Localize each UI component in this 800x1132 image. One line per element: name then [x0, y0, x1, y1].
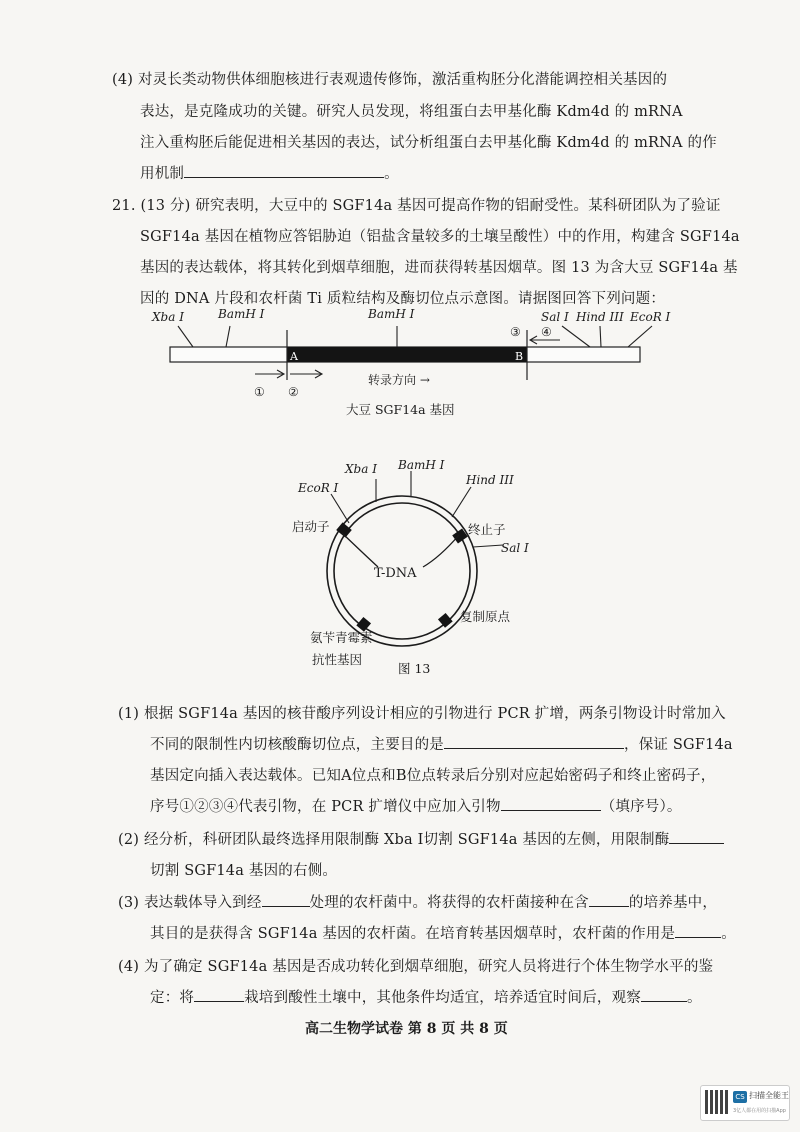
gene-site-hind: Hind III	[576, 310, 624, 324]
amp-label-line2: 抗性基因	[312, 652, 363, 667]
q21-intro-line4: 因的 DNA 片段和农杆菌 Ti 质粒结构及酶切位点示意图。请据图回答下列问题：	[140, 291, 666, 307]
q2-line1-text: (2) 经分析，科研团队最终选择用限制酶 Xba I切割 SGF14a 基因的左侧，用限制酶	[118, 832, 670, 848]
prev-q4-line1: (4) 对灵长类动物供体细胞核进行表观遗传修饰，激活重构胚分化潜能调控相关基因的	[112, 72, 668, 88]
q4-line2-end: 。	[687, 990, 702, 1006]
plasmid-site-sal: Sal I	[501, 541, 529, 555]
primer-2-label: ②	[288, 385, 299, 399]
q21-intro-line2: SGF14a 基因在植物应答铝胁迫（铝盐含量较多的土壤呈酸性）中的作用，构建含 SGF14a	[140, 229, 740, 245]
q3-line2-end: 。	[721, 926, 736, 942]
site-b-label: B	[515, 350, 524, 363]
plasmid-site-bamhi: BamH I	[398, 458, 445, 472]
site-a-label: A	[290, 350, 298, 363]
primer-3-label: ③	[510, 325, 521, 339]
camscanner-logo-icon: CS	[733, 1091, 747, 1103]
plasmid-site-xba: Xba I	[345, 462, 377, 476]
origin-label: 复制原点	[460, 609, 511, 624]
plasmid-site-eco: EcoR I	[298, 481, 339, 495]
plasmid-site-hind: Hind III	[466, 473, 514, 487]
answer-blank-q1a[interactable]	[444, 734, 624, 749]
answer-blank-q4a[interactable]	[194, 987, 244, 1002]
answer-blank-q2[interactable]	[669, 829, 724, 844]
prev-q4-line2: 表达，是克隆成功的关键。研究人员发现，将组蛋白去甲基化酶 Kdm4d 的 mRNA	[140, 104, 683, 120]
q21-intro-line1: 21. (13 分) 研究表明，大豆中的 SGF14a 基因可提高作物的铝耐受性。某科研团队为了验证	[112, 198, 721, 214]
q2-line2: 切割 SGF14a 基因的右侧。	[150, 863, 338, 879]
q4-line2-text-a: 定：将	[150, 990, 195, 1006]
page-footer: 高二生物学试卷 第 8 页 共 8 页	[305, 1021, 508, 1037]
tdna-label: T-DNA	[374, 566, 417, 581]
gene-figure-caption: 大豆 SGF14a 基因	[346, 402, 455, 417]
q21-intro-line3: 基因的表达载体，将其转化到烟草细胞，进而获得转基因烟草。图 13 为含大豆 SGF14a 基	[140, 260, 738, 276]
q3-line1-text-b: 处理的农杆菌中。将获得的农杆菌接种在含	[309, 895, 589, 911]
scanner-tagline: 3亿人都在用的扫描App	[733, 1108, 786, 1114]
prev-q4-line4	[140, 162, 399, 183]
scanner-watermark	[700, 1085, 790, 1121]
scanner-name: 扫描全能王	[749, 1091, 789, 1100]
q2-line1	[118, 828, 724, 849]
qr-code-icon	[705, 1090, 729, 1114]
prev-q4-line3: 注入重构胚后能促进相关基因的表达，试分析组蛋白去甲基化酶 Kdm4d 的 mRNA 的作	[140, 135, 717, 151]
q1-line4-end: （填序号）。	[600, 799, 682, 815]
prev-q4-line4-text: 用机制	[140, 166, 185, 182]
answer-blank-q4b[interactable]	[641, 987, 687, 1002]
gene-site-eco: EcoR I	[630, 310, 671, 324]
q1-line4-text: 序号①②③④代表引物，在 PCR 扩增仪中应加入引物	[150, 799, 501, 815]
q1-line1: (1) 根据 SGF14a 基因的核苷酸序列设计相应的引物进行 PCR 扩增，两条引物设计时常加入	[118, 706, 726, 722]
q1-line2-end: ，保证 SGF14a	[624, 737, 733, 753]
gene-site-sal: Sal I	[541, 310, 569, 324]
q4-line2-text-b: 栽培到酸性土壤中，其他条件均适宜，培养适宜时间后，观察	[244, 990, 642, 1006]
answer-blank-q3b[interactable]	[589, 892, 629, 907]
gene-diagram	[0, 300, 800, 430]
prev-q4-line4-end: 。	[384, 166, 399, 182]
q3-line1-text-c: 的培养基中，	[628, 895, 718, 911]
answer-blank[interactable]	[184, 163, 384, 178]
answer-blank-q3c[interactable]	[675, 923, 721, 938]
q1-line2	[150, 733, 733, 754]
gene-site-bamhi-mid: BamH I	[368, 307, 415, 321]
q3-line1-text-a: (3) 表达载体导入到经	[118, 895, 262, 911]
answer-blank-q1b[interactable]	[501, 796, 601, 811]
q1-line3: 基因定向插入表达载体。已知A位点和B位点转录后分别对应起始密码子和终止密码子，	[150, 768, 716, 784]
terminator-label: 终止子	[468, 522, 506, 537]
q1-line2-text: 不同的限制性内切核酸酶切位点，主要目的是	[150, 737, 444, 753]
q3-line2	[150, 922, 736, 943]
origin-block	[438, 613, 453, 628]
amp-label-line1: 氨苄青霉素	[310, 630, 373, 645]
answer-blank-q3a[interactable]	[262, 892, 310, 907]
plasmid-diagram	[0, 455, 800, 685]
promoter-label: 启动子	[292, 519, 330, 534]
primer-4-label: ④	[541, 325, 552, 339]
q1-line4	[150, 795, 682, 816]
q3-line2-text: 其目的是获得含 SGF14a 基因的农杆菌。在培育转基因烟草时，农杆菌的作用是	[150, 926, 676, 942]
q4-line1: (4) 为了确定 SGF14a 基因是否成功转化到烟草细胞，研究人员将进行个体生物学水平的鉴	[118, 959, 714, 975]
q3-line1	[118, 891, 717, 912]
gene-site-xba: Xba I	[152, 310, 184, 324]
sgf14a-coding-region	[287, 347, 527, 362]
figure-13-caption: 图 13	[398, 661, 431, 676]
gene-site-bamhi-left: BamH I	[218, 307, 265, 321]
q4-line2	[150, 986, 702, 1007]
primer-1-label: ①	[254, 385, 265, 399]
transcription-direction: 转录方向 →	[368, 373, 430, 387]
